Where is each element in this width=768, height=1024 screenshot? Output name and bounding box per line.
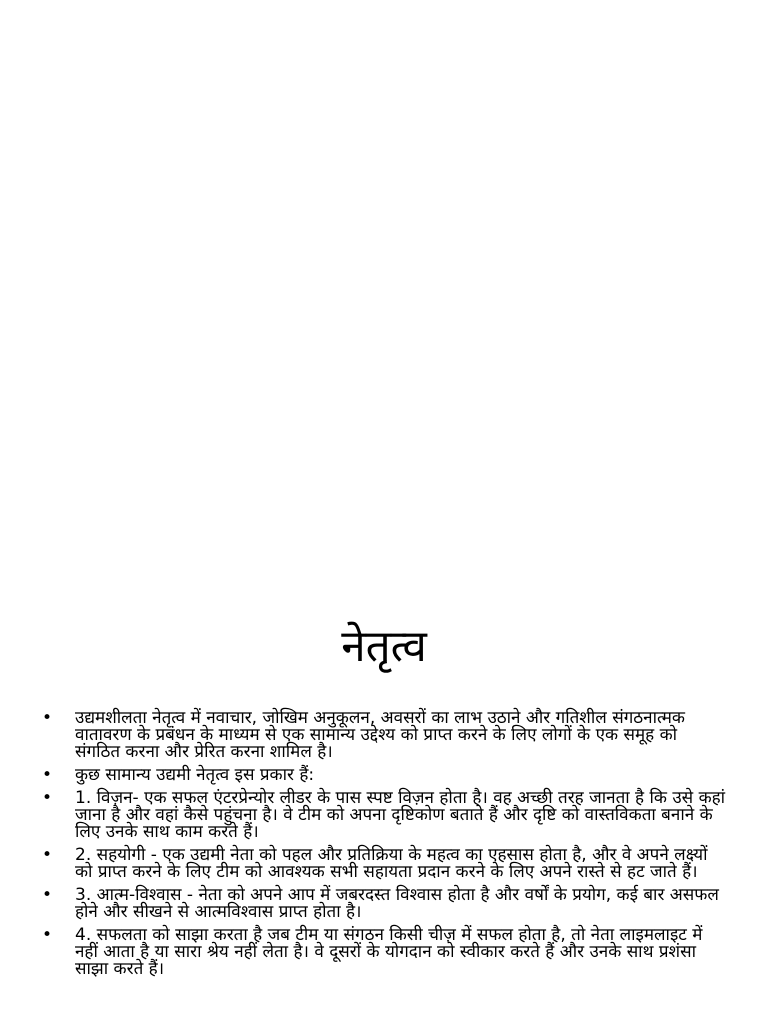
bullet-icon: • [42, 885, 53, 905]
bullet-text: 1. विज़न- एक सफल एंटरप्रेन्योर लीडर के पास स्पष्ट विज़न होता है। वह अच्छी तरह जानता है कि उसे कहां जाना है और वहां कैसे पहुंचना है। वे टीम को अपना दृष्टिकोण बताते हैं और दृष्टि को वास्तविकता बनाने के लिए उनके साथ काम करते हैं। [75, 788, 726, 842]
bullet-icon: • [42, 925, 53, 945]
bullet-text: 2. सहयोगी - एक उद्यमी नेता को पहल और प्रतिक्रिया के महत्व का एहसास होता है, और वे अपने लक्ष्यों को प्राप्त करने के लिए टीम को आवश्यक सभी सहायता प्रदान करने के लिए अपने रास्ते से हट जाते हैं। [75, 845, 708, 882]
list-item [42, 710, 726, 761]
bullet-icon: • [42, 788, 53, 808]
list-item [42, 767, 726, 784]
bullet-text: 4. सफलता को साझा करता है जब टीम या संगठन किसी चीज़ में सफल होता है, तो नेता लाइमलाइट में नहीं आता है या सारा श्रेय नहीं लेता है। वे दूसरों के योगदान को स्वीकार करते हैं और उनके साथ प्रशंसा साझा करते हैं। [75, 925, 703, 979]
slide-title: नेतृत्व [341, 621, 427, 672]
bullet-list [42, 710, 726, 984]
bullet-icon: • [42, 765, 53, 785]
bullet-text: उद्यमशीलता नेतृत्व में नवाचार, जोखिम अनुकूलन, अवसरों का लाभ उठाने और गतिशील संगठनात्मक वातावरण के प्रबंधन के माध्यम से एक सामान्य उद्देश्य को प्राप्त करने के लिए लोगों के एक समूह को संगठित करना और प्रेरित करना शामिल है। [75, 708, 685, 762]
list-item [42, 927, 726, 978]
list-item [42, 790, 726, 841]
bullet-icon: • [42, 845, 53, 865]
bullet-text: कुछ सामान्य उद्यमी नेतृत्व इस प्रकार हैं: [75, 765, 315, 785]
list-item [42, 887, 726, 921]
bullet-icon: • [42, 708, 53, 728]
list-item [42, 847, 726, 881]
bullet-text: 3. आत्म-विश्वास - नेता को अपने आप में जबरदस्त विश्वास होता है और वर्षों के प्रयोग, कई बार असफल होने और सीखने से आत्मविश्वास प्राप्त होता है। [75, 885, 719, 922]
